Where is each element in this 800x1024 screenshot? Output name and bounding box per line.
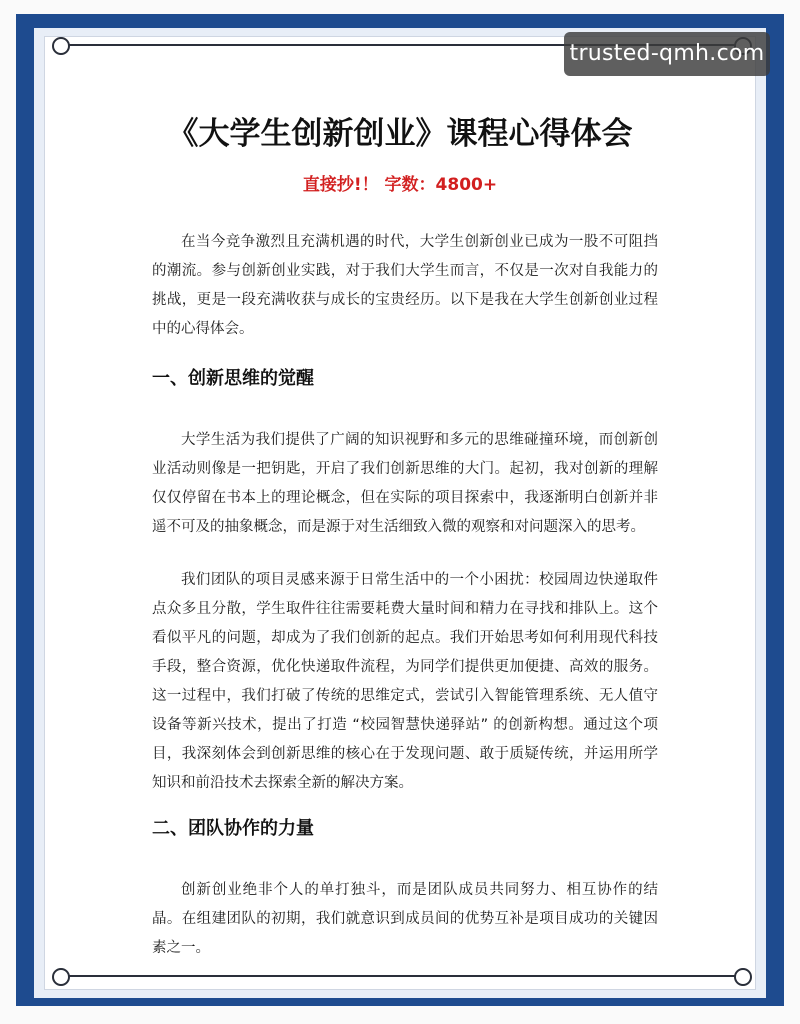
- bottom-border-rule: [60, 975, 740, 977]
- section-1-paragraph-1: 大学生活为我们提供了广阔的知识视野和多元的思维碰撞环境，而创新创业活动则像是一把钥匙，开启了我们创新思维的大门。起初，我对创新的理解仅仅停留在书本上的理论概念，但在实际的项目探索中，我逐渐明白创新并非遥不可及的抽象概念，而是源于对生活细致入微的观察和对问题深入的思考。: [152, 432, 658, 535]
- corner-ornament-bottom-left: [52, 968, 70, 986]
- watermark-badge: trusted-qmh.com: [564, 32, 770, 76]
- corner-ornament-bottom-right: [734, 968, 752, 986]
- section-2-paragraph-1: 创新创业绝非个人的单打独斗，而是团队成员共同努力、相互协作的结晶。在组建团队的初期，我们就意识到成员间的优势互补是项目成功的关键因素之一。: [152, 882, 658, 956]
- intro-paragraph: 在当今竞争激烈且充满机遇的时代，大学生创新创业已成为一股不可阻挡的潮流。参与创新创业实践，对于我们大学生而言，不仅是一次对自我能力的挑战，更是一段充满收获与成长的宝贵经历。以下是我在大学生创新创业过程中的心得体会。: [152, 234, 658, 337]
- document-subtitle: 直接抄!！ 字数：4800+: [302, 175, 498, 195]
- section-heading-1: 一、创新思维的觉醒: [152, 368, 314, 389]
- section-1-paragraph-2: 我们团队的项目灵感来源于日常生活中的一个小困扰：校园周边快递取件点众多且分散，学生取件往往需要耗费大量时间和精力在寻找和排队上。这个看似平凡的问题，却成为了我们创新的起点。我们开始思考如何利用现代科技手段，整合资源，优化快递取件流程，为同学们提供更加便捷、高效的服务。这一过程中，我们打破了传统的思维定式，尝试引入智能管理系统、无人值守设备等新兴技术，提出了打造 “校园智慧快递驿站” 的创新构想。通过这个项目，我深刻体会到创新思维的核心在于发现问题、敢于质疑传统，并运用所学知识和前沿技术去探索全新的解决方案。: [152, 572, 658, 791]
- corner-ornament-top-left: [52, 37, 70, 55]
- section-heading-2: 二、团队协作的力量: [152, 818, 314, 839]
- document-title: 《大学生创新创业》课程心得体会: [167, 116, 633, 152]
